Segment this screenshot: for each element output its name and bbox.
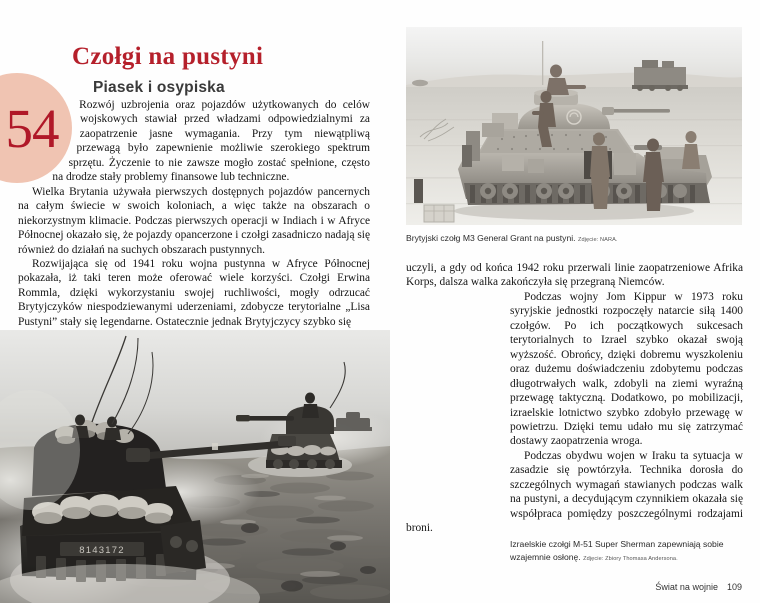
page-number: 109 <box>726 582 742 592</box>
caption-photo-m51-super-sherman <box>510 538 745 565</box>
chapter-number-medallion <box>0 73 72 183</box>
paragraph-5: Podczas wojny Jom Kippur w 1973 roku syryjskie jednostki rozpoczęły natarcie siłą 1400 czołgów. Po ich początkowych sukcesach terytorialnych to Izrael szybko okazał swoją wyższość. Obrońcy, dzięki dobremu wyszkoleniu oraz dużemu doświadczeniu zdobytemu podczas długotrwałych walk, zdobyli na ziemi wyraźną przewagę taktyczną. Dodatkowo, po mobilizacji, izraelskie lotnictwo szybko zdobyło przewagę w powietrzu. Dzięki temu udało mu się zatrzymać dostawy zaopatrzenia wroga. <box>510 290 743 448</box>
page-footer <box>655 582 742 592</box>
photo-m3-grant <box>406 27 742 225</box>
paragraph-1: Rozwój uzbrojenia oraz pojazdów użytkowanych do celów wojskowych stawiał przed władzami odpowiedzialnymi za zaopatrzenie jasne wymagania. Przy tym niewątpliwą przewagą było zapewnienie możliwie szerokiego spektrum sprzętu. Życzenie to nie zawsze mogło zostać spełnione, często na drodze stały problemy finansowe lub techniczne. <box>52 99 370 184</box>
page-title: Czołgi na pustyni <box>72 42 264 70</box>
caption-text: Brytyjski czołg M3 General Grant na pustyni. <box>406 233 576 243</box>
svg-text:8143172: 8143172 <box>79 545 125 556</box>
paragraph-2: Wielka Brytania używała pierwszych dostępnych pojazdów pancernych na całym świecie w swoich koloniach, a więc także na obszarach o niekorzystnym klimacie. Podczas pierwszych operacji w Indiach i w Afryce Północnej okazało się, że pojazdy opancerzone i czołgi zasadniczo nadają się również do działań na suchych obszarach pustynnych. <box>18 185 371 256</box>
photo-m51-super-sherman <box>0 330 390 603</box>
paragraph-4: uczyli, a gdy od końca 1942 roku przerwali linie zaopatrzeniowe Afrika Korps, dalsza walka zakończyła się przegraną Niemców. <box>406 262 743 289</box>
photo-credit: Zdjęcie: NARA. <box>577 237 618 243</box>
page-subtitle: Piasek i osypiska <box>93 78 225 96</box>
caption-photo-m3-grant <box>406 232 746 247</box>
paragraph-3: Rozwijająca się od 1941 roku wojna pustynna w Afryce Północnej pokazała, iż taki teren może oferować wiele korzyści. Czołgi Erwina Rommla, dzięki wykorzystaniu swojej ruchliwości, mogły odrzucać Brytyjczyków niespodziewanymi uderzeniami, zdobycze terytorialne „Lisa Pustyni” stały się legendarne. Ostatecznie jednak Brytyjczycy szybko się <box>18 257 370 328</box>
chapter-number: 54 <box>5 97 59 159</box>
photo-text-wrap-spacer <box>406 290 510 508</box>
photo-credit: Zdjęcie: Zbiory Thomasa Andersona. <box>583 555 678 562</box>
caption-text: Izraelskie czołgi M-51 Super Sherman zapewniają sobie wzajemnie osłonę. <box>510 539 724 562</box>
footer-section-title: Świat na wojnie <box>655 582 718 592</box>
body-text-right-column <box>406 261 743 536</box>
paragraph-6: Podczas obydwu wojen w Iraku ta sytuacja w zasadzie się powtórzyła. Technika dorosła do szczególnych wymagań stawianych podczas walk na pustyni, a decydującym czynnikiem okazała się współpraca pomiędzy poszczególnymi rodzajami broni. <box>406 449 743 535</box>
